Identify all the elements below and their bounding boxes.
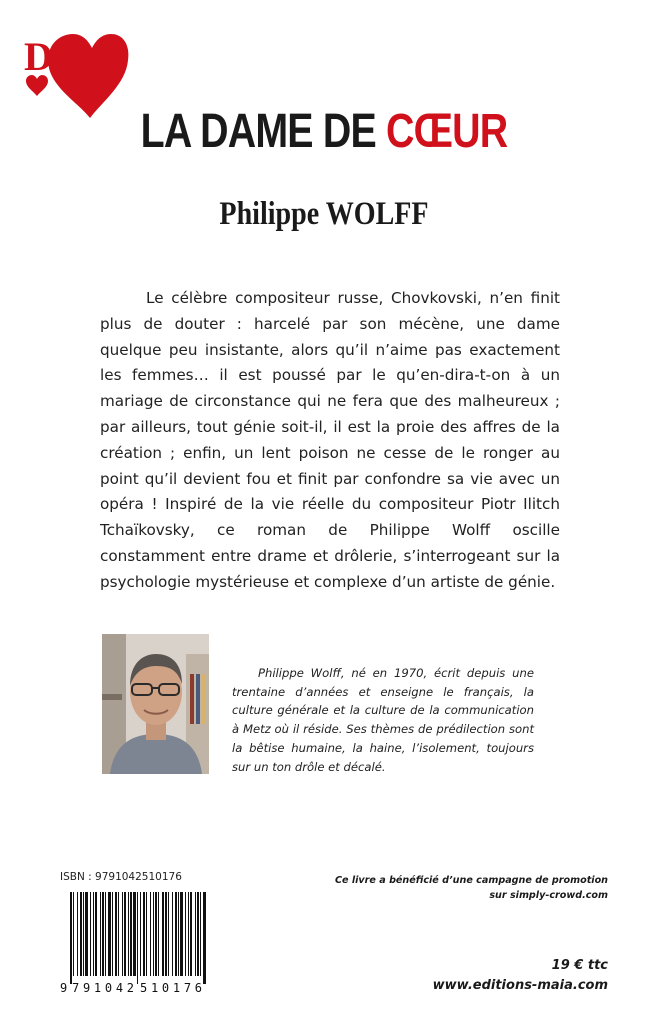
barcode-bar <box>100 892 101 976</box>
barcode-bar <box>105 892 106 976</box>
barcode-bar <box>172 892 173 976</box>
barcode-bar <box>165 892 167 976</box>
book-title <box>58 104 589 159</box>
barcode-bar <box>137 892 138 984</box>
barcode-bar <box>168 892 169 976</box>
author-bio: Philippe Wolff, né en 1970, écrit depuis une trentaine d’années et enseigne le français, la culture générale et la culture de la communication à Metz où il réside. Ses thèmes de prédilection sont la bêtise humaine, la haine, l’isolement, toujours sur un ton drôle et décalé. <box>232 666 534 774</box>
barcode-bar <box>188 892 189 976</box>
barcode-bar <box>128 892 129 976</box>
barcode-bar <box>155 892 157 976</box>
book-blurb: Le célèbre compositeur russe, Chovkovski, n’en finit plus de douter : harcelé par son mécène, une dame quelque peu insistante, alors qu’il n’aime pas exactement les femmes… il est poussé par le qu’en-dira-t-on à un mariage de circonstance qui ne fera que des malheureux ; par ailleurs, tout génie soit-il, il est la proie des affres de la création ; enfin, un lent poison ne cesse de le ronger au point qu’il devient fou et finit par confondre sa vie avec un opéra ! Inspiré de la vie réelle du compositeur Piotr Ilitch Tchaïkovsky, ce roman de Philippe Wolff oscille constamment entre drame et drôlerie, s’interrogeant sur la psychologie mystérieuse et complexe d’un artiste de génie. <box>100 289 560 591</box>
barcode-bar <box>195 892 196 976</box>
title-main: LA DAME DE <box>140 105 386 158</box>
promo-line-1: Ce livre a bénéficié d’une campagne de promotion <box>334 875 608 886</box>
barcode-bar <box>150 892 151 976</box>
barcode-bar <box>158 892 159 976</box>
barcode-bar <box>112 892 113 976</box>
barcode-bar <box>175 892 177 976</box>
barcode-bar <box>178 892 179 976</box>
barcode-bar <box>118 892 119 976</box>
barcode-bar <box>197 892 199 976</box>
barcode-bar <box>108 892 111 976</box>
barcode-bar <box>143 892 145 976</box>
barcode-bar <box>162 892 164 976</box>
barcode-bar <box>185 892 186 976</box>
logo-letter: D <box>24 34 53 79</box>
barcode-bar <box>85 892 88 976</box>
isbn-label: ISBN : 9791042510176 <box>60 871 182 883</box>
barcode-bar <box>190 892 192 976</box>
barcode-digits-right: 510176 <box>140 981 202 995</box>
author-name: Philippe WOLFF <box>219 196 429 232</box>
barcode-bar <box>73 892 74 976</box>
price-label: 19 € ttc <box>551 958 608 973</box>
barcode-bar <box>153 892 154 976</box>
barcode-bar <box>102 892 104 976</box>
barcode-bar <box>130 892 132 976</box>
barcode-bar <box>90 892 91 976</box>
barcode-bar <box>122 892 123 976</box>
barcode-bar <box>133 892 136 976</box>
title-accent: CŒUR <box>385 105 508 158</box>
barcode-bar <box>70 892 72 984</box>
barcode-bar <box>93 892 94 976</box>
barcode-digits-left: 791042 <box>72 981 134 995</box>
barcode-digit-first: 9 <box>60 981 68 995</box>
barcode-bar <box>203 892 206 984</box>
promo-note <box>335 873 608 903</box>
barcode-bar <box>200 892 201 976</box>
barcode-bar <box>77 892 78 976</box>
barcode-bar <box>83 892 84 976</box>
barcode-bar <box>146 892 147 976</box>
isbn-barcode <box>58 888 212 996</box>
barcode-bar <box>95 892 97 976</box>
barcode-bar <box>124 892 126 976</box>
barcode-bar <box>140 892 141 976</box>
barcode-bar <box>80 892 82 976</box>
author-photo <box>102 634 209 774</box>
barcode-bar <box>180 892 183 976</box>
promo-line-2: sur simply-crowd.com <box>489 890 608 901</box>
publisher-website: www.editions-maia.com <box>432 978 608 993</box>
barcode-bar <box>115 892 117 976</box>
